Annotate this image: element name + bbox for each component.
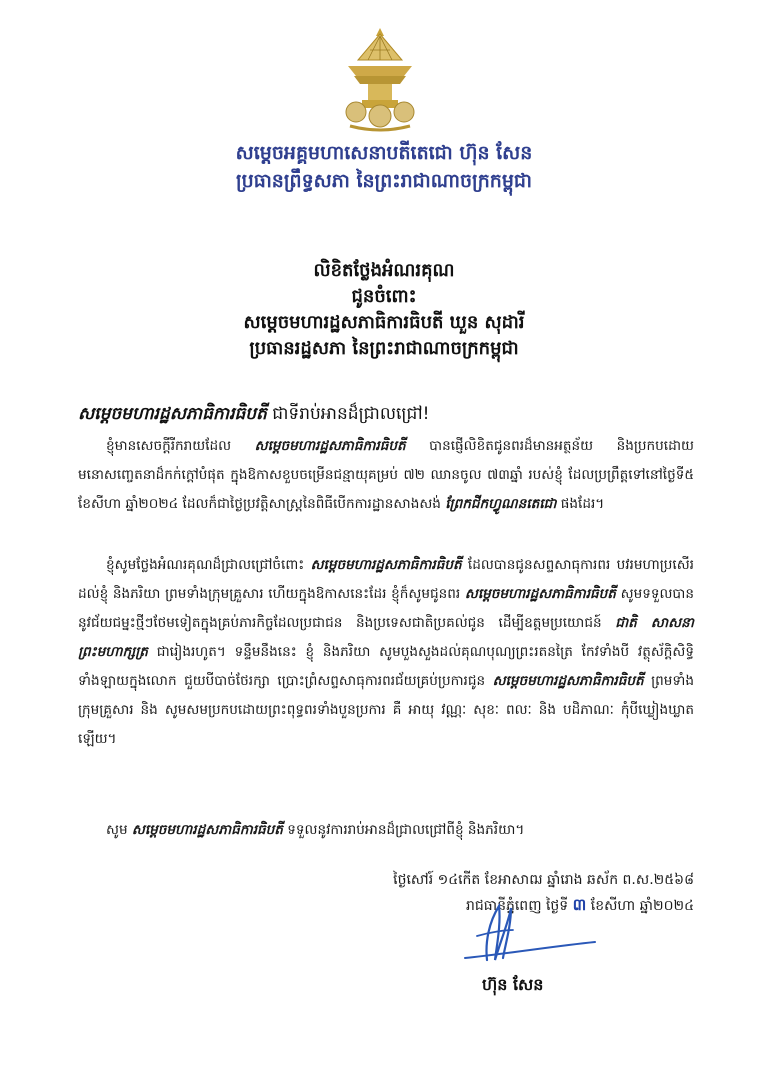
p1-text-a: ខ្ញុំមានសេចក្តីរីករាយដែល bbox=[106, 438, 255, 454]
date-day: ៣ bbox=[572, 895, 587, 914]
emblem-icon bbox=[340, 26, 420, 134]
p2-highlight-d: សម្តេចមហារដ្ឋសភាធិការធិបតី bbox=[464, 586, 616, 602]
p2-text-c: ដែលបានជូនសព្ទសាធុការពរ បវរមហាប្រសើរដល់ខ្ញុំ និងភរិយា ព្រមទាំងក្រុមគ្រួសារ ហើយក្នុងឱកាសនេះដែរ ខ្ញុំក៏សូមជូនពរ bbox=[78, 557, 694, 602]
p2-text-i: ព្រមទាំងក្រុមគ្រួសារ និង សូមសមប្រកបដោយព្រះពុទ្ធពរទាំងបួនប្រការ គឺ អាយុ វណ្ណៈ សុខៈ ពលៈ និង បដិភាណៈ កុំបីឃ្លៀងឃ្លាតឡើយ។ bbox=[78, 673, 695, 747]
paragraph-3 bbox=[78, 816, 694, 845]
recipient-position: ប្រធានរដ្ឋសភា នៃព្រះរាជាណាចក្រកម្ពុជា bbox=[249, 338, 519, 359]
p1-highlight-b: សម្តេចមហារដ្ឋសភាធិការធិបតី bbox=[254, 438, 406, 454]
signature-icon bbox=[455, 900, 605, 970]
letter-to-label: ជូនចំពោះ bbox=[351, 286, 417, 307]
p2-highlight-f: ជាតិ សាសនា ព្រះមហាក្សត្រ bbox=[78, 615, 694, 660]
p1-highlight-d: ព្រែកជីកហ្វូណនតេជោ bbox=[445, 496, 557, 512]
p3-highlight-b: សម្តេចមហារដ្ឋសភាធិការធិបតី bbox=[131, 822, 283, 838]
date-suffix: ខែសីហា ឆ្នាំ២០២៤ bbox=[586, 898, 694, 914]
salutation bbox=[78, 402, 429, 426]
header-title: សម្តេចអគ្គមហាសេនាបតីតេជោ ហ៊ុន សែន bbox=[235, 142, 533, 164]
header-subtitle: ប្រធានព្រឹទ្ធសភា នៃព្រះរាជាណាចក្រកម្ពុជា bbox=[236, 170, 532, 192]
date-prefix: រាជធានីភ្នំពេញ ថ្ងៃទី bbox=[465, 898, 573, 914]
p3-text-c: ទទួលនូវការរាប់អានដ៏ជ្រាលជ្រៅពីខ្ញុំ និងភរិយា។ bbox=[282, 822, 525, 838]
paragraph-1 bbox=[78, 432, 694, 519]
signer-name: ហ៊ុន សែន bbox=[482, 975, 544, 994]
recipient-name: សម្តេចមហារដ្ឋសភាធិការធិបតី ឃួន សុដារី bbox=[243, 312, 525, 333]
p2-text-a: ខ្ញុំសូមថ្លែងអំណរគុណដ៏ជ្រាលជ្រៅចំពោះ bbox=[106, 557, 311, 573]
p2-highlight-h: សម្តេចមហារដ្ឋសភាធិការធិបតី bbox=[492, 673, 644, 689]
p2-highlight-b: សម្តេចមហារដ្ឋសភាធិការធិបតី bbox=[310, 557, 462, 573]
p1-text-c: បានផ្ញើលិខិតជូនពរដ៏មានអត្ថន័យ និងប្រកបដោយមនោសញ្ចេតនាដ៏កក់ក្តៅបំផុត ក្នុងឱកាសខួបចម្រើនជន្មាយុគម្រប់ ៧២ ឈានចូល ៧៣ឆ្នាំ របស់ខ្ញុំ ដែលប្រព្រឹត្តទៅនៅថ្ងៃទី៥ ខែសីហា ឆ្នាំ២០២៤ ដែលក៏ជាថ្ងៃប្រវត្តិសាស្ត្រនៃពិធីបើកការដ្ឋានសាងសង់ bbox=[78, 438, 694, 512]
letter-title: លិខិតថ្លែងអំណរគុណ bbox=[313, 260, 455, 281]
p2-text-g: ជារៀងរហូត។ ទន្ទឹមនឹងនេះ ខ្ញុំ និងភរិយា សូមបួងសួងដល់គុណបុណ្យព្រះរតនត្រៃ កែវទាំងបី វត្ថុស័ក្តិសិទ្ធិទាំងឡាយក្នុងលោក ជួយបីបាច់ថែរក្សា ប្រោះព្រំសព្ទសាធុការពរជ័យគ្រប់ប្រការជូន bbox=[78, 644, 694, 689]
paragraph-2 bbox=[78, 551, 694, 754]
salutation-name: សម្តេចមហារដ្ឋសភាធិការធិបតី bbox=[78, 404, 267, 424]
salutation-rest: ជាទីរាប់អានដ៏ជ្រាលជ្រៅ! bbox=[266, 404, 430, 424]
p1-text-e: ផងដែរ។ bbox=[556, 496, 605, 512]
p2-text-e: សូមទទួលបាននូវជ័យជម្នះថ្មីៗថែមទៀតក្នុងគ្រប់ភារកិច្ចដែលប្រជាជន និងប្រទេសជាតិប្រគល់ជូន ដើម្បីឧត្តមប្រយោជន៍ bbox=[78, 586, 694, 631]
letter-title-block bbox=[0, 258, 768, 362]
p3-text-a: សូម bbox=[106, 822, 132, 838]
lunar-date: ថ្ងៃសៅរ៍ ១៤កើត ខែអាសាឍ ឆ្នាំរោង ឆស័ក ព.ស.២៥៦៨ bbox=[393, 872, 694, 888]
